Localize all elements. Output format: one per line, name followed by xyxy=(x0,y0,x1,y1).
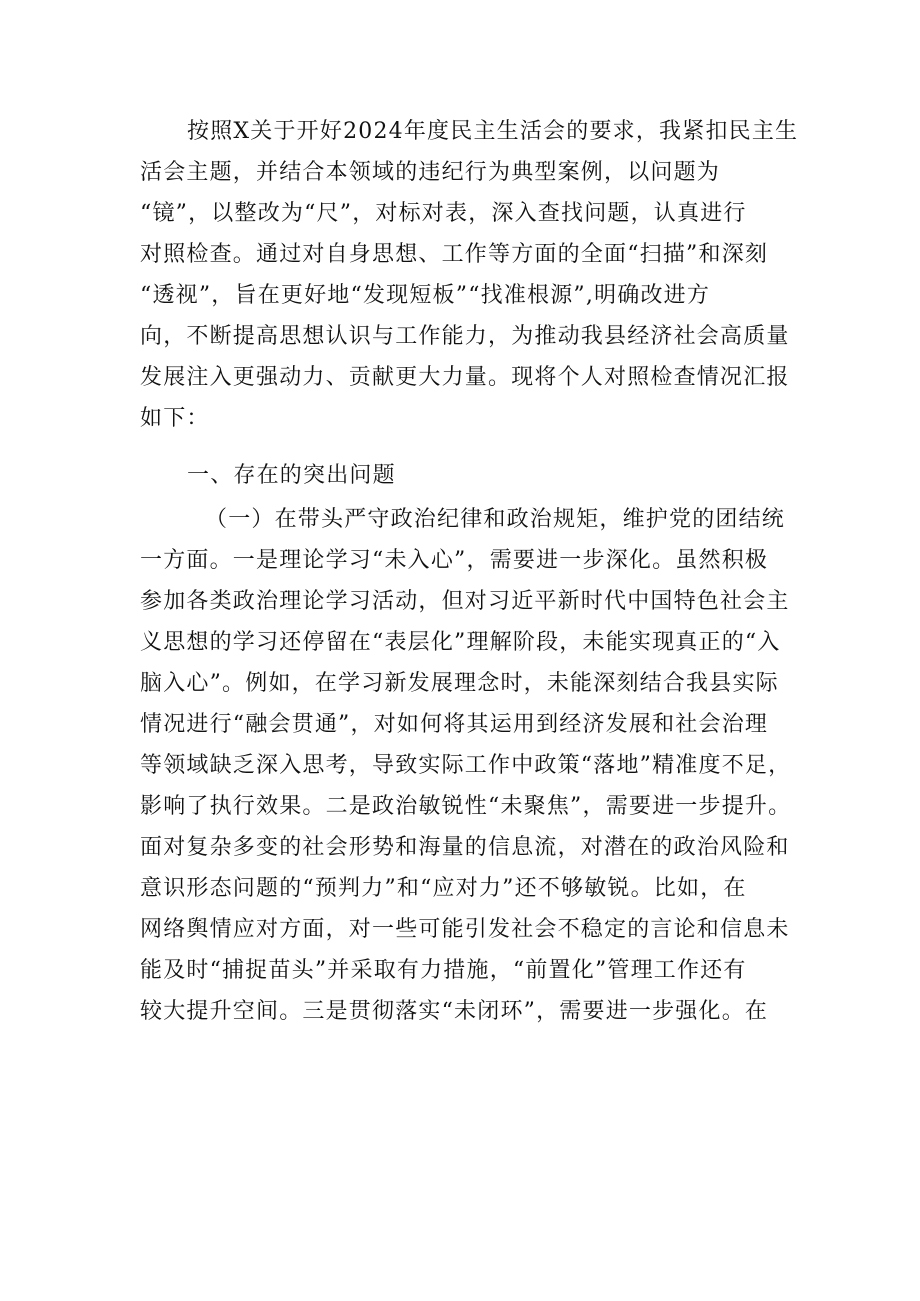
paragraph-line: 脑入心”。例如，在学习新发展理念时，未能深刻结合我县实际 xyxy=(140,671,779,696)
paragraph-line: 活会主题，并结合本领域的违纪行为典型案例，以问题为 xyxy=(140,160,721,185)
paragraph-line: 对照检查。通过对自身思想、工作等方面的全面“扫描”和深刻 xyxy=(140,242,769,267)
paragraph-line: 按照X关于开好2024年度民主生活会的要求，我紧扣民主生 xyxy=(187,119,799,144)
paragraph-line: “镜”，以整改为“尺”，对标对表，深入查找问题，认真进行 xyxy=(140,201,747,226)
section-heading: 一、存在的突出问题 xyxy=(187,463,396,488)
paragraph-line: （一）在带头严守政治纪律和政治规矩，维护党的团结统 xyxy=(205,507,786,532)
paragraph-line: 意识形态问题的“预判力”和“应对力”还不够敏锐。比如，在 xyxy=(140,876,747,901)
paragraph-line: 参加各类政治理论学习活动，但对习近平新时代中国特色社会主 xyxy=(140,589,790,614)
paragraph-line: 一方面。一是理论学习“未入心”，需要进一步深化。虽然积极 xyxy=(140,548,769,573)
paragraph-line: 面对复杂多变的社会形势和海量的信息流，对潜在的政治风险和 xyxy=(140,835,790,860)
paragraph-line: 较大提升空间。三是贯彻落实“未闭环”，需要进一步强化。在 xyxy=(140,999,769,1024)
paragraph-line: 网络舆情应对方面，对一些可能引发社会不稳定的言论和信息未 xyxy=(140,917,790,942)
paragraph-line: 情况进行“融会贯通”，对如何将其运用到经济发展和社会治理 xyxy=(140,712,769,737)
paragraph-line: 等领域缺乏深入思考，导致实际工作中政策“落地”精准度不足， xyxy=(140,753,792,778)
paragraph-line: 能及时“捕捉苗头”并采取有力措施，“前置化”管理工作还有 xyxy=(140,958,747,983)
paragraph-line: 义思想的学习还停留在“表层化”理解阶段，未能实现真正的“入 xyxy=(140,630,781,655)
paragraph-line: 向，不断提高思想认识与工作能力，为推动我县经济社会高质量 xyxy=(140,324,790,349)
paragraph-line: 如下： xyxy=(140,406,210,431)
paragraph-line: 发展注入更强动力、贡献更大力量。现将个人对照检查情况汇报 xyxy=(140,365,790,390)
paragraph-line: 影响了执行效果。二是政治敏锐性“未聚焦”，需要进一步提升。 xyxy=(140,794,792,819)
paragraph-line: “透视”，旨在更好地“发现短板”“找准根源”,明确改进方 xyxy=(140,283,711,308)
